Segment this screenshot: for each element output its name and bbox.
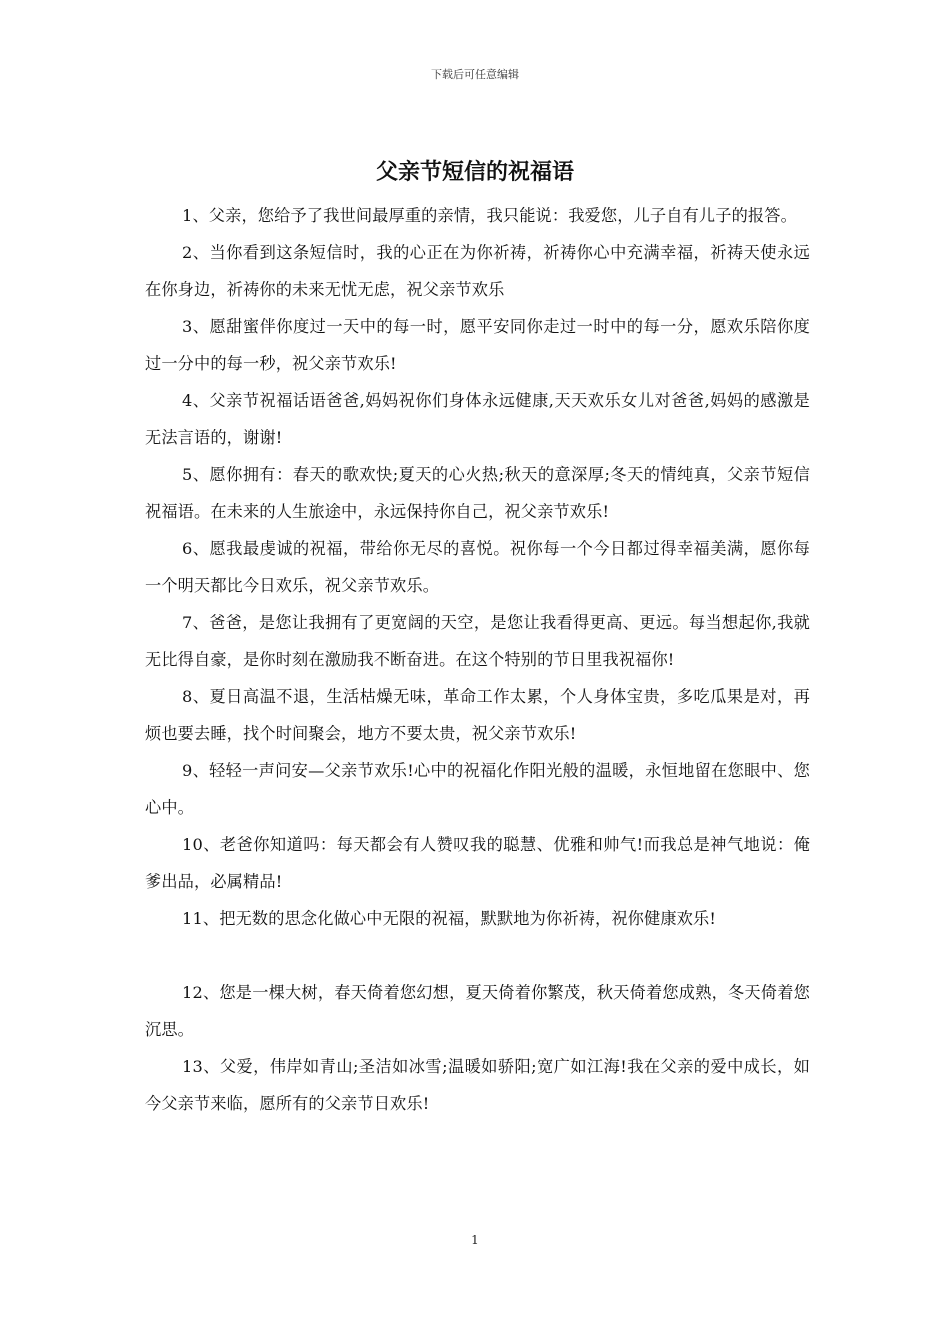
page-header-note: 下载后可任意编辑 xyxy=(431,68,519,81)
paragraph-8: 8、夏日高温不退，生活枯燥无味，革命工作太累，个人身体宝贵，多吃瓜果是对，再烦也要去睡，找个时间聚会，地方不要太贵，祝父亲节欢乐! xyxy=(145,687,810,743)
paragraph-9: 9、轻轻一声问安—父亲节欢乐!心中的祝福化作阳光般的温暖，永恒地留在您眼中、您心中。 xyxy=(145,761,810,817)
paragraph-3: 3、愿甜蜜伴你度过一天中的每一时，愿平安同你走过一时中的每一分，愿欢乐陪你度过一分中的每一秒，祝父亲节欢乐! xyxy=(145,317,810,373)
paragraph-5: 5、愿你拥有：春天的歌欢快;夏天的心火热;秋天的意深厚;冬天的情纯真，父亲节短信祝福语。在未来的人生旅途中，永远保持你自己，祝父亲节欢乐! xyxy=(145,465,810,521)
document-title: 父亲节短信的祝福语 xyxy=(375,160,574,185)
page-number: 1 xyxy=(471,1233,479,1247)
paragraph-4: 4、父亲节祝福话语爸爸,妈妈祝你们身体永远健康,天天欢乐女儿对爸爸,妈妈的感激是无法言语的，谢谢! xyxy=(145,391,810,447)
paragraph-10: 10、老爸你知道吗：每天都会有人赞叹我的聪慧、优雅和帅气!而我总是神气地说：俺爹出品，必属精品! xyxy=(145,835,810,891)
document-body xyxy=(145,197,810,1122)
paragraph-13: 13、父爱，伟岸如青山;圣洁如冰雪;温暖如骄阳;宽广如江海!我在父亲的爱中成长，如今父亲节来临，愿所有的父亲节日欢乐! xyxy=(145,1057,810,1113)
paragraph-12: 12、您是一棵大树，春天倚着您幻想，夏天倚着你繁茂，秋天倚着您成熟，冬天倚着您沉思。 xyxy=(145,983,810,1039)
paragraph-7: 7、爸爸，是您让我拥有了更宽阔的天空，是您让我看得更高、更远。每当想起你,我就无比得自豪，是你时刻在激励我不断奋进。在这个特别的节日里我祝福你! xyxy=(145,613,810,669)
paragraph-1: 1、父亲，您给予了我世间最厚重的亲情，我只能说：我爱您，儿子自有儿子的报答。 xyxy=(182,206,797,225)
paragraph-11: 11、把无数的思念化做心中无限的祝福，默默地为你祈祷，祝你健康欢乐! xyxy=(182,909,717,928)
paragraph-6: 6、愿我最虔诚的祝福，带给你无尽的喜悦。祝你每一个今日都过得幸福美满，愿你每一个明天都比今日欢乐，祝父亲节欢乐。 xyxy=(145,539,810,595)
paragraph-2: 2、当你看到这条短信时，我的心正在为你祈祷，祈祷你心中充满幸福，祈祷天使永远在你身边，祈祷你的未来无忧无虑，祝父亲节欢乐 xyxy=(145,243,810,299)
